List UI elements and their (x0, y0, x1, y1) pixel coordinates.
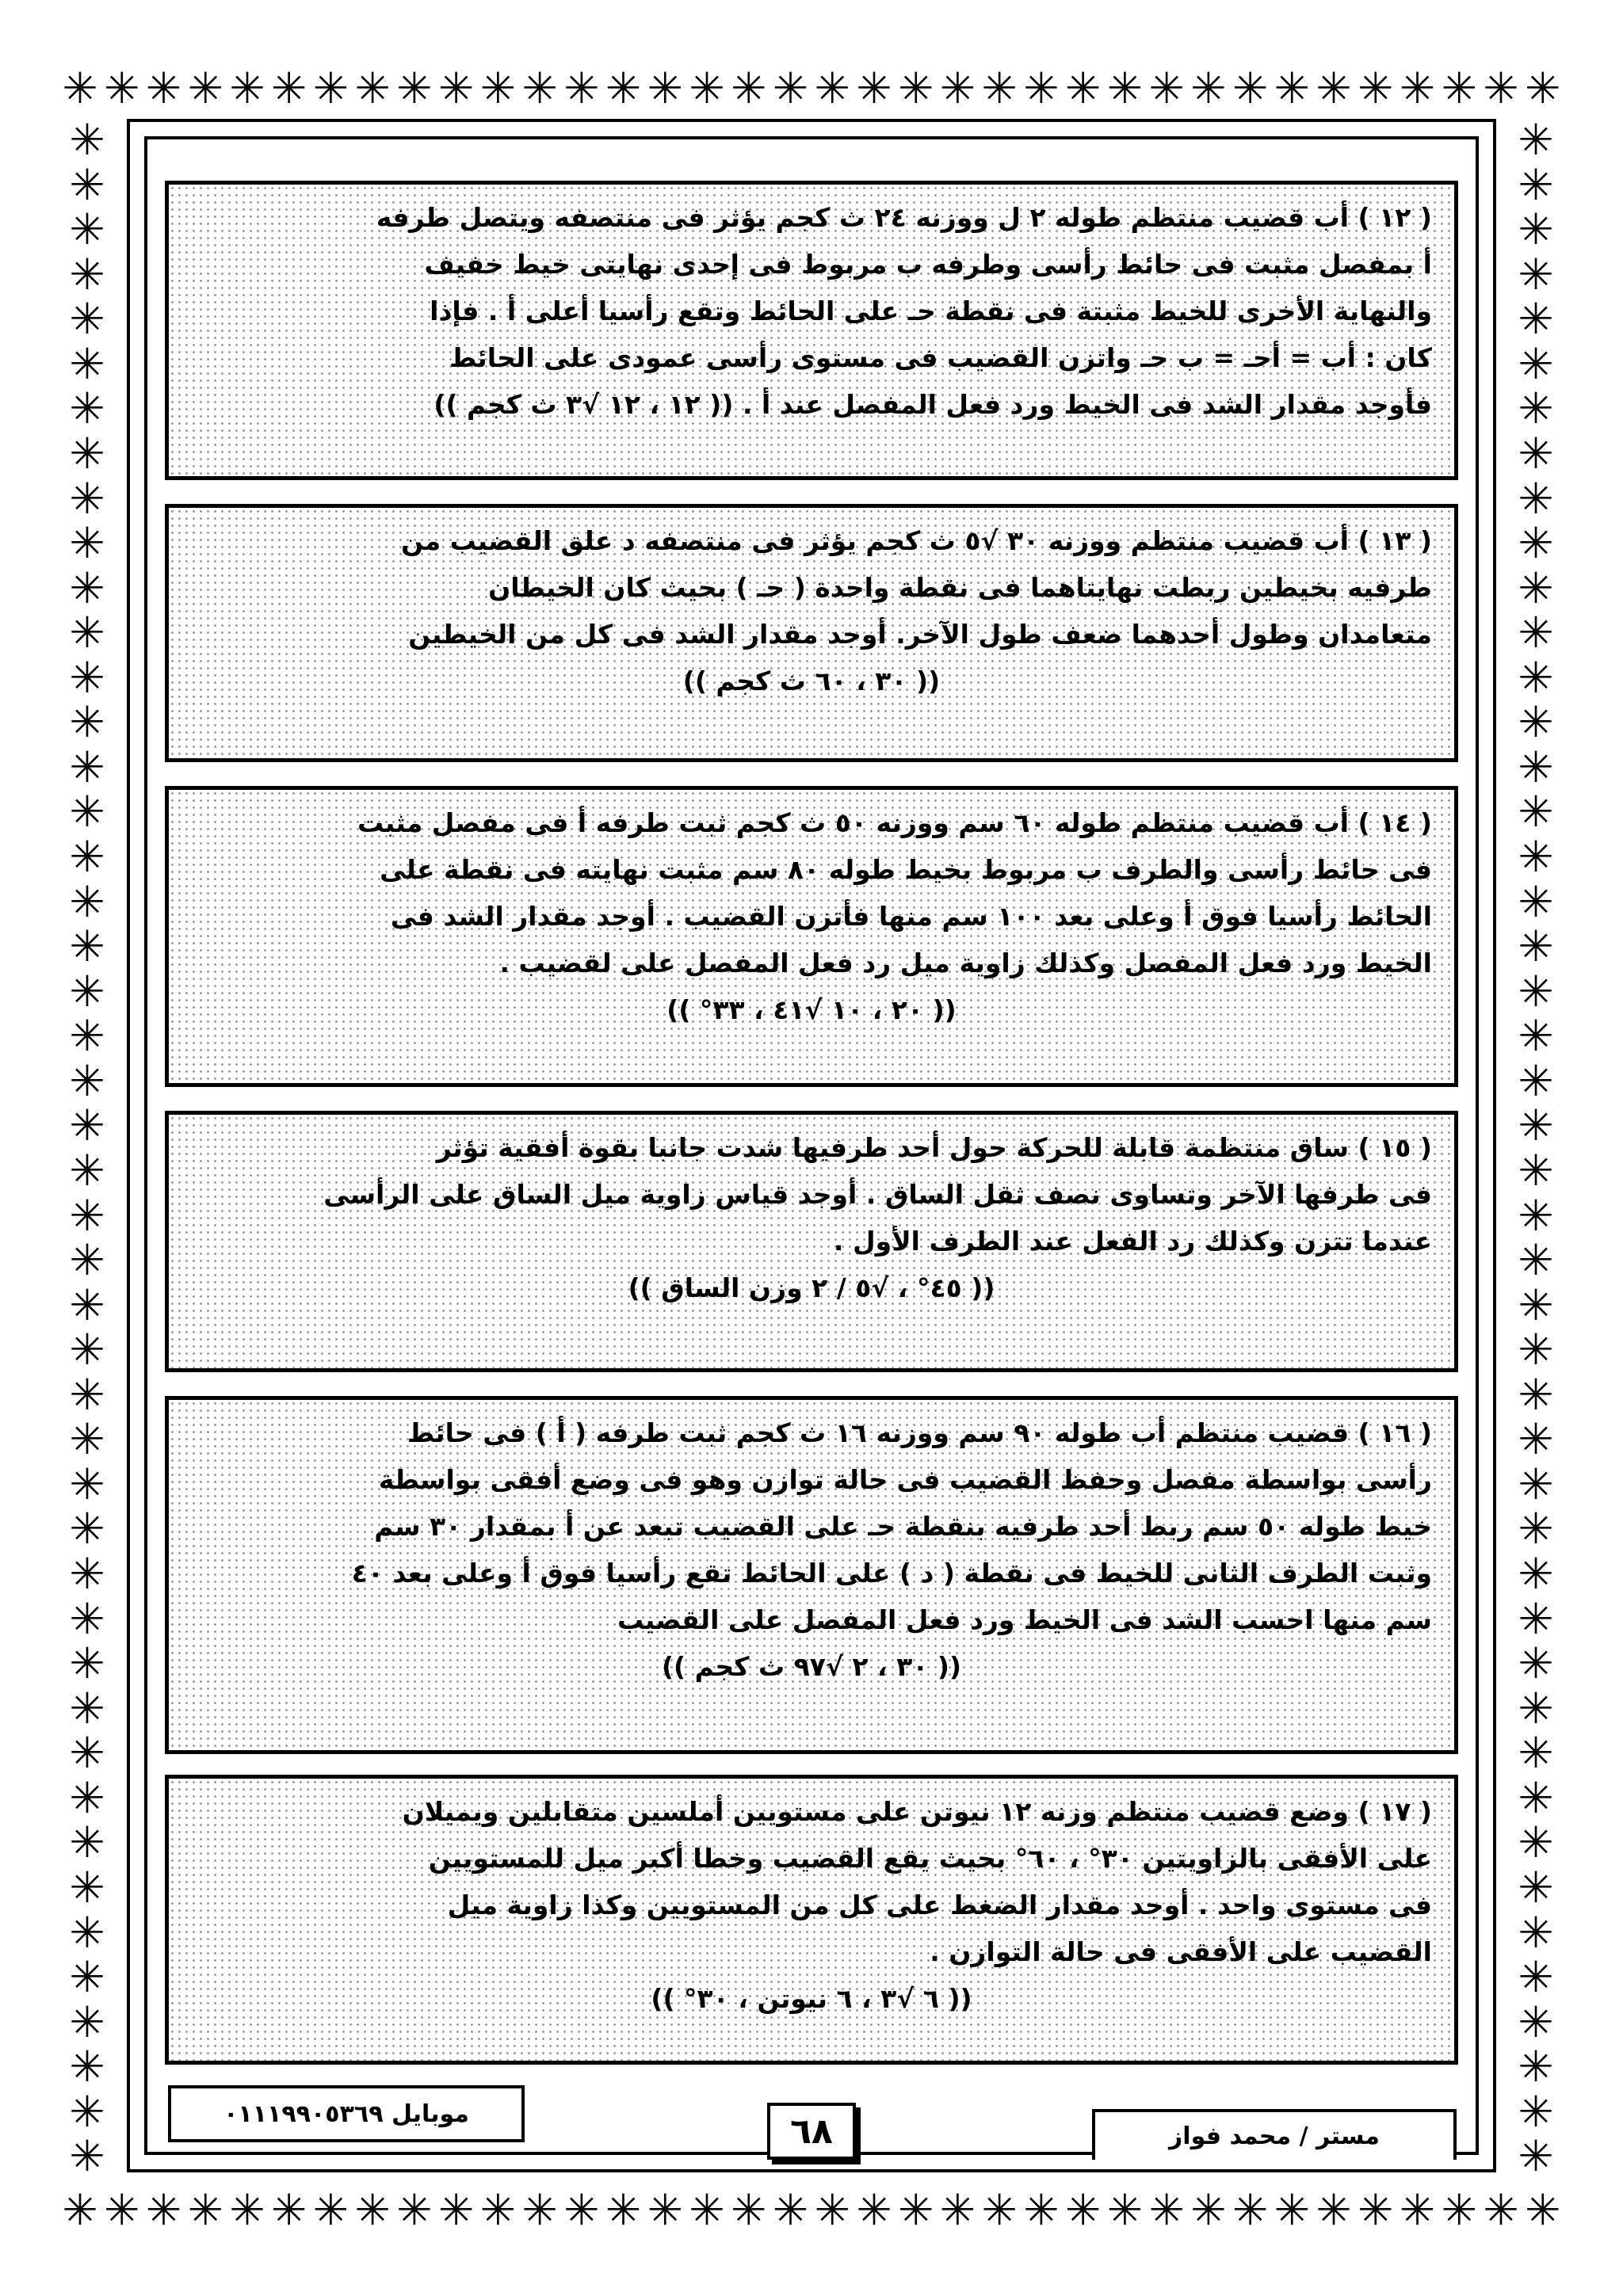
star-icon: ✳ (69, 787, 105, 837)
star-icon: ✳ (1518, 1593, 1554, 1644)
page-number: ٦٨ (767, 2103, 856, 2160)
problem-line: كان : أب = أحـ = ب حـ واتزن القضيب فى مستوى رأسى عمودى على الحائط (449, 342, 1432, 373)
star-icon: ✳ (69, 1011, 105, 1062)
star-icon: ✳ (62, 63, 98, 113)
star-icon: ✳ (1518, 383, 1554, 434)
star-icon: ✳ (814, 2185, 850, 2235)
problem-line: سم منها احسب الشد فى الخيط ورد فعل المفصل على القضيب (617, 1604, 1432, 1635)
star-icon: ✳ (772, 63, 809, 113)
star-icon: ✳ (104, 2185, 140, 2235)
star-icon: ✳ (1518, 1772, 1554, 1823)
problem-line: والنهاية الأخرى للخيط مثبتة فى نقطة حـ على الحائط وتقع رأسيا أعلى أ . فإذا (430, 296, 1432, 326)
star-icon: ✳ (1441, 63, 1477, 113)
star-icon: ✳ (69, 1683, 105, 1733)
star-icon: ✳ (605, 63, 642, 113)
problem-12 (165, 181, 1458, 480)
star-icon: ✳ (437, 63, 475, 113)
footer-phone: موبايل ٠١١١٩٩٠٥٣٦٩ (168, 2085, 525, 2142)
star-icon: ✳ (981, 2185, 1018, 2235)
star-icon: ✳ (69, 921, 105, 972)
star-icon: ✳ (1483, 2185, 1519, 2235)
star-icon: ✳ (69, 1235, 105, 1286)
star-icon: ✳ (1232, 2185, 1269, 2235)
star-icon: ✳ (69, 2042, 105, 2092)
star-icon: ✳ (62, 2185, 98, 2235)
star-icon: ✳ (396, 63, 433, 113)
star-icon: ✳ (1518, 338, 1554, 389)
star-icon: ✳ (187, 63, 223, 113)
star-icon: ✳ (1106, 2185, 1143, 2235)
problem-line: ( ١٥ ) ساق منتظمة قابلة للحركة حول أحد طرفيها شدت جانبا بقوة أفقية تؤثر (436, 1132, 1432, 1163)
star-icon: ✳ (981, 63, 1018, 113)
problem-17 (165, 1775, 1458, 2065)
star-icon: ✳ (69, 473, 105, 524)
star-icon: ✳ (1518, 2042, 1554, 2092)
star-icon: ✳ (1518, 115, 1554, 165)
star-icon: ✳ (1518, 1011, 1554, 1062)
star-icon: ✳ (1518, 2131, 1554, 2182)
star-icon: ✳ (354, 2185, 391, 2235)
star-icon: ✳ (1518, 1145, 1554, 1196)
star-icon: ✳ (69, 2131, 105, 2182)
star-icon: ✳ (1190, 63, 1227, 113)
star-icon: ✳ (1518, 1055, 1554, 1106)
star-icon: ✳ (1518, 1862, 1554, 1913)
star-icon: ✳ (104, 63, 140, 113)
star-icon: ✳ (69, 1190, 105, 1241)
star-icon: ✳ (898, 2185, 934, 2235)
star-icon: ✳ (1023, 63, 1060, 113)
star-icon: ✳ (1518, 249, 1554, 299)
star-icon: ✳ (1518, 1504, 1554, 1554)
star-icon: ✳ (563, 2185, 600, 2235)
star-icon: ✳ (354, 63, 391, 113)
star-icon: ✳ (898, 63, 934, 113)
star-icon: ✳ (689, 63, 725, 113)
star-icon: ✳ (814, 63, 850, 113)
star-icon: ✳ (69, 1593, 105, 1644)
star-icon: ✳ (1518, 652, 1554, 703)
star-icon: ✳ (1316, 2185, 1352, 2235)
star-icon: ✳ (69, 2086, 105, 2137)
problem-answer: (( ٣٠ ، ٦٠ ث كجم )) (682, 666, 941, 696)
problem-line: الخيط ورد فعل المفصل وكذلك زاوية ميل رد فعل المفصل على لقضيب . (499, 948, 1432, 978)
star-icon: ✳ (1518, 1952, 1554, 2003)
footer-author: مستر / محمد فواز (1092, 2109, 1457, 2160)
star-icon: ✳ (69, 1549, 105, 1599)
star-icon: ✳ (1483, 63, 1519, 113)
star-icon: ✳ (187, 2185, 223, 2235)
star-icon: ✳ (731, 63, 767, 113)
problem-line: القضيب على الأفقى فى حالة التوازن . (930, 1936, 1432, 1967)
problem-line: على الأفقى بالزاويتين ٣٠° ، ٦٠° بحيث يقع القضيب وخطا أكبر ميل للمستويين (428, 1843, 1432, 1874)
problem-line: ( ١٤ ) أب قضيب منتظم طوله ٦٠ سم ووزنه ٥٠ ث كجم ثبت طرفه أ فى مفصل مثبت (357, 807, 1432, 838)
star-icon: ✳ (69, 1817, 105, 1868)
star-icon: ✳ (1518, 428, 1554, 479)
star-icon: ✳ (1274, 63, 1310, 113)
problem-13 (165, 504, 1458, 762)
star-icon: ✳ (69, 1325, 105, 1375)
problem-line: عندما تتزن وكذلك رد الفعل عند الطرف الأول . (833, 1226, 1432, 1257)
star-icon: ✳ (1148, 63, 1185, 113)
star-icon: ✳ (731, 2185, 767, 2235)
star-icon: ✳ (69, 697, 105, 748)
star-icon: ✳ (69, 742, 105, 792)
star-icon: ✳ (69, 204, 105, 255)
star-icon: ✳ (1441, 2185, 1477, 2235)
star-icon: ✳ (1518, 2086, 1554, 2137)
problem-15 (165, 1111, 1458, 1372)
star-icon: ✳ (312, 63, 349, 113)
problem-line: ( ١٦ ) قضيب منتظم أب طوله ٩٠ سم ووزنه ١٦ ث كجم ثبت طرفه ( أ ) فى حائط (407, 1417, 1432, 1448)
star-icon: ✳ (69, 428, 105, 479)
problem-line: وثبت الطرف الثانى للخيط فى نقطة ( د ) على الحائط تقع رأسيا فوق أ وعلى بعد ٤٠ (351, 1558, 1432, 1589)
star-icon: ✳ (69, 1997, 105, 2047)
problem-line: فى حائط رأسى والطرف ب مربوط بخيط طوله ٨٠ سم مثبت نهايته فى نقطة على (380, 854, 1432, 885)
star-icon: ✳ (69, 1459, 105, 1509)
star-icon: ✳ (1518, 159, 1554, 210)
star-border-bottom (62, 2187, 1561, 2234)
star-icon: ✳ (1518, 1907, 1554, 1958)
star-icon: ✳ (271, 2185, 307, 2235)
star-icon: ✳ (69, 159, 105, 210)
star-icon: ✳ (1232, 63, 1269, 113)
star-icon: ✳ (1518, 1325, 1554, 1375)
problem-line: ( ١٢ ) أب قضيب منتظم طوله ٢ ل ووزنه ٢٤ ث كجم يؤثر فى منتصفه ويتصل طرفه (376, 202, 1432, 233)
star-icon: ✳ (1518, 1459, 1554, 1509)
star-icon: ✳ (939, 2185, 976, 2235)
star-icon: ✳ (1518, 1414, 1554, 1465)
star-icon: ✳ (1518, 1235, 1554, 1286)
star-icon: ✳ (647, 2185, 683, 2235)
star-icon: ✳ (1525, 2185, 1561, 2235)
star-icon: ✳ (69, 249, 105, 299)
star-icon: ✳ (69, 1638, 105, 1689)
star-icon: ✳ (1525, 63, 1561, 113)
star-icon: ✳ (271, 63, 307, 113)
star-icon: ✳ (647, 63, 683, 113)
star-icon: ✳ (396, 2185, 433, 2235)
star-icon: ✳ (1190, 2185, 1227, 2235)
star-icon: ✳ (69, 1369, 105, 1420)
star-icon: ✳ (69, 1055, 105, 1106)
problem-14 (165, 786, 1458, 1087)
star-icon: ✳ (145, 63, 182, 113)
star-icon: ✳ (69, 1952, 105, 2003)
star-icon: ✳ (1518, 294, 1554, 345)
star-icon: ✳ (69, 1504, 105, 1554)
star-icon: ✳ (69, 383, 105, 434)
star-icon: ✳ (69, 338, 105, 389)
star-icon: ✳ (69, 1772, 105, 1823)
star-icon: ✳ (1065, 2185, 1102, 2235)
star-icon: ✳ (1518, 742, 1554, 792)
problem-line: طرفيه بخيطين ربطت نهايتاهما فى نقطة واحدة ( حـ ) بحيث كان الخيطان (488, 572, 1432, 603)
star-icon: ✳ (1518, 876, 1554, 927)
star-icon: ✳ (69, 876, 105, 927)
star-icon: ✳ (1518, 697, 1554, 748)
star-icon: ✳ (69, 1100, 105, 1151)
star-icon: ✳ (69, 563, 105, 613)
star-icon: ✳ (1518, 204, 1554, 255)
star-icon: ✳ (1518, 518, 1554, 569)
star-icon: ✳ (1518, 921, 1554, 972)
star-icon: ✳ (1023, 2185, 1060, 2235)
star-icon: ✳ (1518, 473, 1554, 524)
star-icon: ✳ (521, 2185, 558, 2235)
star-icon: ✳ (1518, 1190, 1554, 1241)
problem-line: فى مستوى واحد . أوجد مقدار الضغط على كل من المستويين وكذا زاوية ميل (447, 1890, 1432, 1920)
star-icon: ✳ (69, 1862, 105, 1913)
star-icon: ✳ (1399, 2185, 1436, 2235)
star-icon: ✳ (521, 63, 558, 113)
star-icon: ✳ (1358, 63, 1394, 113)
problem-answer: (( ٢٠ ، ١٠ √٤١ ، ٣٣° )) (666, 994, 957, 1025)
star-icon: ✳ (1518, 1280, 1554, 1330)
star-icon: ✳ (69, 1145, 105, 1196)
problem-line: متعامدان وطول أحدهما ضعف طول الآخر. أوجد مقدار الشد فى كل من الخيطين (408, 619, 1432, 650)
star-icon: ✳ (1518, 563, 1554, 613)
star-icon: ✳ (69, 518, 105, 569)
star-icon: ✳ (939, 63, 976, 113)
star-icon: ✳ (1518, 1997, 1554, 2047)
star-icon: ✳ (69, 608, 105, 658)
star-icon: ✳ (229, 63, 265, 113)
problem-line: خيط طوله ٥٠ سم ربط أحد طرفيه بنقطة حـ على القضيب تبعد عن أ بمقدار ٣٠ سم (374, 1511, 1432, 1542)
star-icon: ✳ (229, 2185, 265, 2235)
star-icon: ✳ (772, 2185, 809, 2235)
star-icon: ✳ (437, 2185, 475, 2235)
star-icon: ✳ (1518, 787, 1554, 837)
star-icon: ✳ (856, 63, 892, 113)
problem-answer: (( ٣٠ ، ٢ √٩٧ ث كجم )) (661, 1651, 962, 1682)
star-icon: ✳ (605, 2185, 642, 2235)
problem-line: الحائط رأسيا فوق أ وعلى بعد ١٠٠ سم منها فأتزن القضيب . أوجد مقدار الشد فى (390, 901, 1432, 932)
star-border-left (63, 115, 111, 2182)
star-icon: ✳ (1518, 1817, 1554, 1868)
star-icon: ✳ (1518, 1683, 1554, 1733)
star-icon: ✳ (69, 1414, 105, 1465)
star-icon: ✳ (1148, 2185, 1185, 2235)
star-icon: ✳ (1518, 1638, 1554, 1689)
star-icon: ✳ (856, 2185, 892, 2235)
problem-line: فأوجد مقدار الشد فى الخيط ورد فعل المفصل عند أ . (( ١٢ ، ١٢ √٣ ث كجم )) (433, 389, 1432, 420)
star-icon: ✳ (69, 1907, 105, 1958)
problem-line: أ بمفصل مثبت فى حائط رأسى وطرفه ب مربوط فى إحدى نهايتى خيط خفيف (424, 249, 1432, 280)
star-icon: ✳ (69, 1280, 105, 1330)
star-icon: ✳ (1518, 1369, 1554, 1420)
star-icon: ✳ (1358, 2185, 1394, 2235)
star-icon: ✳ (1518, 832, 1554, 882)
star-icon: ✳ (1518, 1549, 1554, 1599)
star-icon: ✳ (1518, 966, 1554, 1016)
star-icon: ✳ (69, 652, 105, 703)
star-icon: ✳ (145, 2185, 182, 2235)
star-border-top (62, 65, 1561, 113)
star-icon: ✳ (69, 115, 105, 165)
problem-line: فى طرفها الآخر وتساوى نصف ثقل الساق . أوجد قياس زاوية ميل الساق على الرأسى (323, 1179, 1432, 1210)
star-icon: ✳ (1106, 63, 1143, 113)
star-icon: ✳ (1274, 2185, 1310, 2235)
star-icon: ✳ (1518, 608, 1554, 658)
star-icon: ✳ (69, 1728, 105, 1779)
problem-line: ( ١٧ ) وضع قضيب منتظم وزنه ١٢ نيوتن على مستويين أملسين متقابلين ويميلان (402, 1796, 1432, 1827)
problem-line: رأسى بواسطة مفصل وحفظ القضيب فى حالة توازن وهو فى وضع أفقى بواسطة (378, 1464, 1432, 1495)
star-icon: ✳ (563, 63, 600, 113)
star-icon: ✳ (1518, 1100, 1554, 1151)
problem-answer: (( ٦ √٣ ، ٦ نيوتن ، ٣٠° )) (651, 1983, 972, 2014)
star-icon: ✳ (69, 294, 105, 345)
star-icon: ✳ (69, 832, 105, 882)
star-icon: ✳ (312, 2185, 349, 2235)
star-icon: ✳ (1518, 1728, 1554, 1779)
star-icon: ✳ (479, 63, 516, 113)
star-icon: ✳ (69, 966, 105, 1016)
star-border-right (1512, 115, 1560, 2182)
star-icon: ✳ (1065, 63, 1102, 113)
problem-answer: (( ٤٥° ، √٥ / ٢ وزن الساق )) (628, 1272, 995, 1303)
star-icon: ✳ (479, 2185, 516, 2235)
star-icon: ✳ (1399, 63, 1436, 113)
star-icon: ✳ (1316, 63, 1352, 113)
star-icon: ✳ (689, 2185, 725, 2235)
problem-line: ( ١٣ ) أب قضيب منتظم ووزنه ٣٠ √٥ ث كجم يؤثر فى منتصفه د علق القضيب من (401, 525, 1432, 556)
problem-16 (165, 1396, 1458, 1754)
